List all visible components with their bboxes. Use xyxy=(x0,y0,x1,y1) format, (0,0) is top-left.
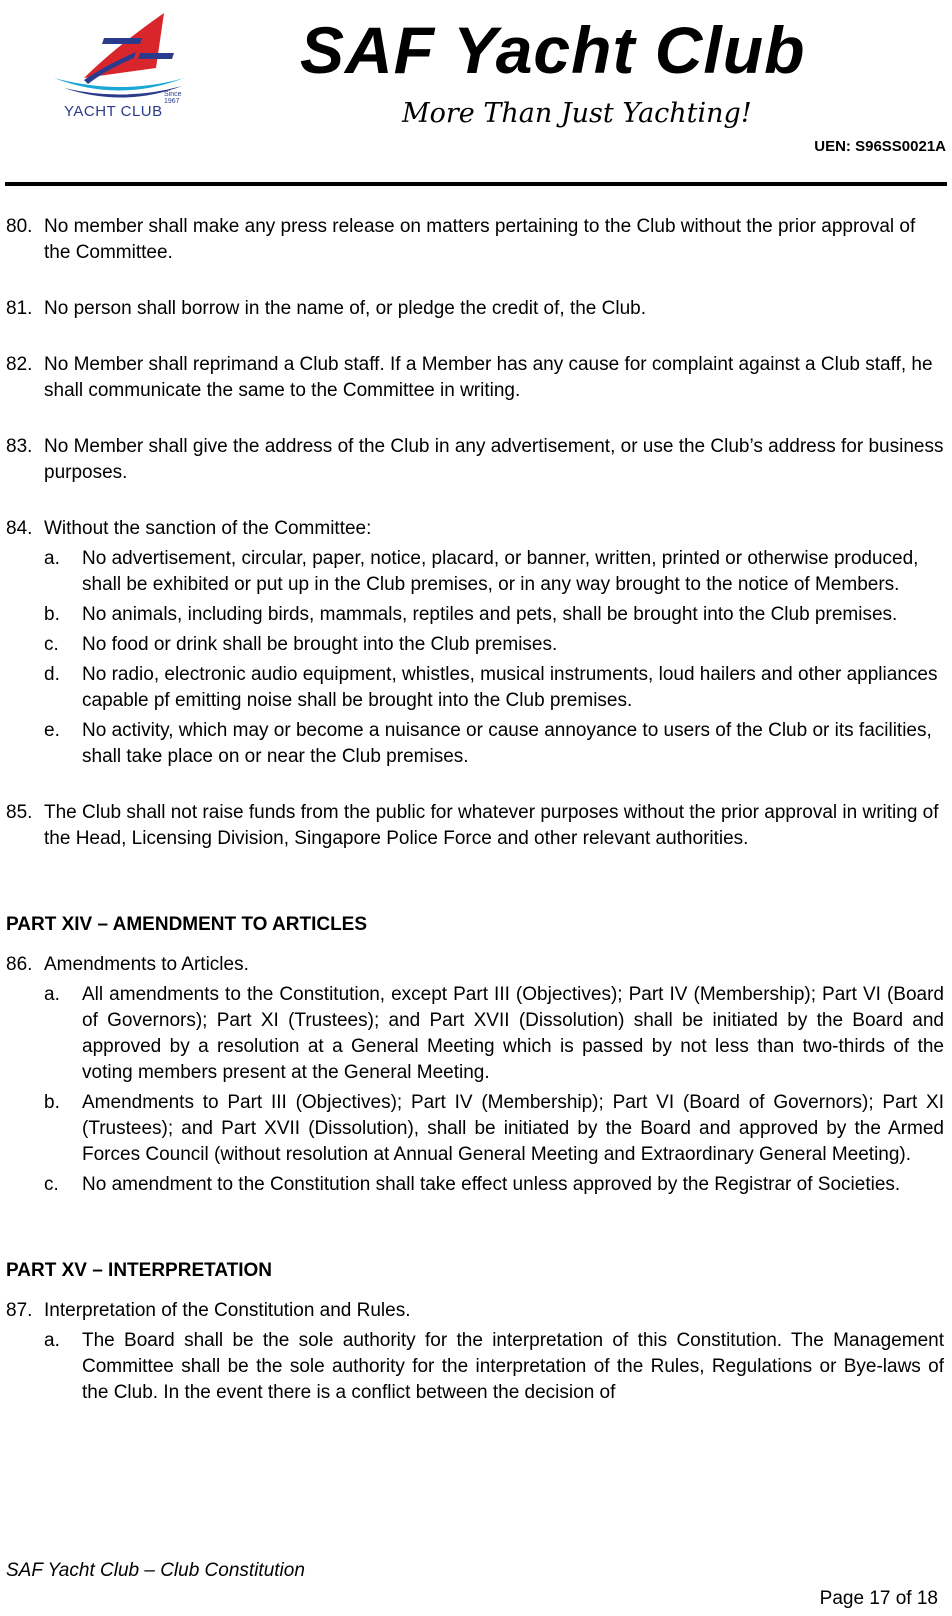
sub-item xyxy=(6,546,944,598)
sub-item-text: The Board shall be the sole authority for the interpretation of this Constitution. The Management Committee shall be the sole authority for the interpretation of the Rules, Regulations or Bye-laws of the Club. In the event there is a conflict between the decision of xyxy=(82,1330,944,1403)
article-84 xyxy=(6,516,944,770)
sub-item-letter: b. xyxy=(44,1092,60,1113)
sub-item xyxy=(6,1090,944,1168)
sub-item-letter: e. xyxy=(44,720,60,741)
header-divider xyxy=(5,182,947,186)
sub-item-letter: d. xyxy=(44,664,60,685)
club-tagline: More Than Just Yachting! xyxy=(402,98,752,129)
sub-item-text: No animals, including birds, mammals, reptiles and pets, shall be brought into the Club premises. xyxy=(82,604,898,625)
uen-number: UEN: S96SS0021A xyxy=(814,138,946,155)
sub-item-text: No advertisement, circular, paper, notice, placard, or banner, written, printed or otherwise produced, shall be exhibited or put up in the Club premises, or in any way brought to the notice of Members. xyxy=(82,548,919,595)
sub-item xyxy=(6,632,944,658)
article-80 xyxy=(6,214,944,266)
part-15-heading: PART XV – INTERPRETATION xyxy=(6,1260,273,1281)
sub-item-letter: c. xyxy=(44,1174,59,1195)
article-text: The Club shall not raise funds from the public for whatever purposes without the prior approval in writing of the Head, Licensing Division, Singapore Police Force and other relevant authorities. xyxy=(44,802,939,849)
sub-item-letter: a. xyxy=(44,1330,60,1351)
club-logo xyxy=(44,8,194,128)
article-87 xyxy=(6,1298,944,1406)
article-number: 82. xyxy=(6,354,33,375)
article-83 xyxy=(6,434,944,486)
article-81 xyxy=(6,296,944,322)
sub-item-letter: c. xyxy=(44,634,59,655)
sub-item-text: No food or drink shall be brought into the Club premises. xyxy=(82,634,558,655)
article-text: No Member shall give the address of the Club in any advertisement, or use the Club’s address for business purposes. xyxy=(44,436,944,483)
sub-item-letter: a. xyxy=(44,548,60,569)
sub-item xyxy=(6,982,944,1086)
article-82 xyxy=(6,352,944,404)
sub-item xyxy=(6,718,944,770)
sub-item-letter: a. xyxy=(44,984,60,1005)
sub-item-text: Amendments to Part III (Objectives); Part IV (Membership); Part VI (Board of Governors); Part XI (Trustees); and Part XVII (Dissolution), shall be initiated by the Board and approved by the Armed Forces Council (without resolution at Annual General Meeting and Extraordinary General Meeting). xyxy=(82,1092,944,1165)
part-14-heading: PART XIV – AMENDMENT TO ARTICLES xyxy=(6,914,368,935)
logo-text: YACHT CLUB xyxy=(64,103,163,120)
sub-item-letter: b. xyxy=(44,604,60,625)
article-number: 81. xyxy=(6,298,33,319)
article-86 xyxy=(6,952,944,1198)
footer-document-title: SAF Yacht Club – Club Constitution xyxy=(6,1560,305,1581)
sub-item xyxy=(6,1172,944,1198)
page-header xyxy=(0,0,952,190)
article-number: 86. xyxy=(6,954,33,975)
sub-item xyxy=(6,602,944,628)
article-85 xyxy=(6,800,944,852)
logo-since-text: Since 1967 xyxy=(164,91,182,105)
sub-item-text: All amendments to the Constitution, except Part III (Objectives); Part IV (Membership); Part VI (Board of Governors); Part XI (Trustees); and Part XVII (Dissolution) shall be initiated by the Board and approved by a resolution at a General Meeting which is passed by not less than two-thirds of the voting members present at the General Meeting. xyxy=(82,984,944,1083)
sub-item-text: No radio, electronic audio equipment, whistles, musical instruments, loud hailers and other appliances capable pf emitting noise shall be brought into the Club premises. xyxy=(82,664,938,711)
article-text: No person shall borrow in the name of, or pledge the credit of, the Club. xyxy=(44,298,647,319)
club-title: SAF Yacht Club xyxy=(300,13,806,87)
article-number: 85. xyxy=(6,802,33,823)
article-number: 84. xyxy=(6,518,33,539)
sub-item xyxy=(6,662,944,714)
article-text: Without the sanction of the Committee: xyxy=(44,518,372,539)
article-text: Interpretation of the Constitution and Rules. xyxy=(44,1300,411,1321)
article-text: No Member shall reprimand a Club staff. If a Member has any cause for complaint against a Club staff, he shall communicate the same to the Committee in writing. xyxy=(44,354,933,401)
article-text: Amendments to Articles. xyxy=(44,954,249,975)
page-number: Page 17 of 18 xyxy=(819,1588,938,1609)
article-number: 83. xyxy=(6,436,33,457)
sub-item-text: No activity, which may or become a nuisance or cause annoyance to users of the Club or its facilities, shall take place on or near the Club premises. xyxy=(82,720,932,767)
document-body xyxy=(6,214,944,1436)
article-text: No member shall make any press release on matters pertaining to the Club without the prior approval of the Committee. xyxy=(44,216,916,263)
sub-item xyxy=(6,1328,944,1406)
article-number: 87. xyxy=(6,1300,33,1321)
article-number: 80. xyxy=(6,216,33,237)
sub-item-text: No amendment to the Constitution shall take effect unless approved by the Registrar of Societies. xyxy=(82,1174,901,1195)
